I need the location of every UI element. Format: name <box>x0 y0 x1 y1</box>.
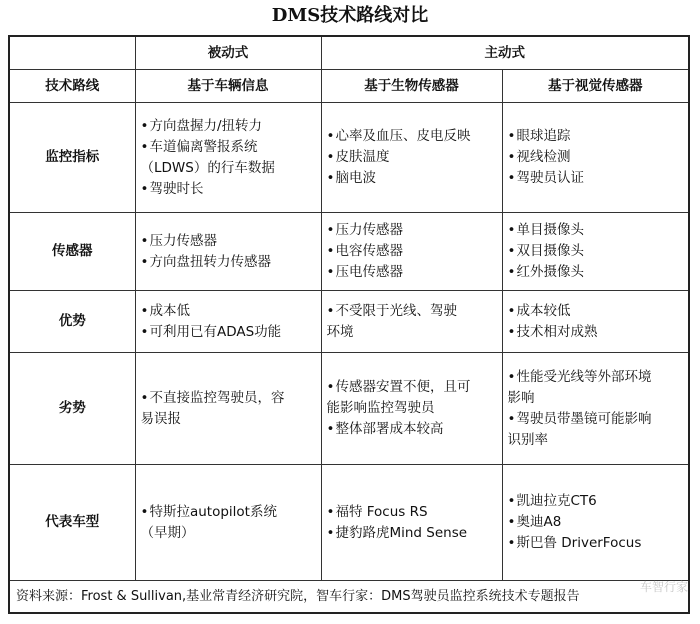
list-item: • 成本较低 <box>508 301 683 322</box>
list-item: • 斯巴鲁 DriverFocus <box>508 533 683 554</box>
cell-vehicle <box>135 291 321 353</box>
list-item: 环境 <box>326 323 354 340</box>
header-passive: 被动式 <box>135 36 321 70</box>
list-item: • 脑电波 <box>327 168 496 189</box>
list-item: • 方向盘扭转力传感器 <box>141 252 315 273</box>
list-item: • 奥迪A8 <box>508 512 683 533</box>
list-item: （早期） <box>140 524 195 541</box>
list-item: • 心率及血压、皮电反映 <box>327 126 496 147</box>
row-label: 传感器 <box>9 213 135 291</box>
cell-bio <box>321 291 502 353</box>
list-item: • 不受限于光线、驾驶 <box>327 301 496 322</box>
list-item: • 成本低 <box>141 301 315 322</box>
list-item: • 技术相对成熟 <box>508 322 683 343</box>
list-item: 识别率 <box>507 431 548 448</box>
header-active: 主动式 <box>321 36 689 70</box>
cell-vision <box>502 213 689 291</box>
list-item: • 视线检测 <box>508 147 683 168</box>
table-body <box>9 103 689 581</box>
table-row <box>9 291 689 353</box>
table-row <box>9 353 689 465</box>
list-item: 能影响监控驾驶员 <box>326 400 435 416</box>
list-item: • 可利用已有ADAS功能 <box>141 322 315 343</box>
list-item: 影响 <box>507 389 535 406</box>
list-item: • 方向盘握力/扭转力 <box>141 116 315 137</box>
header-route: 技术路线 <box>9 70 135 103</box>
list-item: • 压力传感器 <box>141 231 315 252</box>
table-row <box>9 103 689 213</box>
list-item: • 凯迪拉克CT6 <box>508 491 683 512</box>
cell-vision <box>502 291 689 353</box>
cell-vehicle <box>135 353 321 465</box>
header-vision-sensor: 基于视觉传感器 <box>502 70 689 103</box>
source-note: 资料来源：Frost & Sullivan,基业常青经济研究院，智车行家：DMS驾驶员监控系统技术专题报告 <box>9 581 689 614</box>
cell-vision <box>502 465 689 581</box>
cell-vision <box>502 103 689 213</box>
header-vehicle-info: 基于车辆信息 <box>135 70 321 103</box>
cell-vehicle <box>135 213 321 291</box>
list-item: • 性能受光线等外部环境 <box>508 367 683 388</box>
list-item: • 福特 Focus RS <box>327 502 496 523</box>
cell-vision <box>502 353 689 465</box>
row-label: 代表车型 <box>9 465 135 581</box>
dms-comparison-table <box>8 35 690 614</box>
list-item: • 压电传感器 <box>327 262 496 283</box>
list-item: 易误报 <box>140 410 181 427</box>
list-item: • 传感器安置不便，且可 <box>327 377 496 398</box>
list-item: • 驾驶时长 <box>141 179 315 200</box>
cell-vehicle <box>135 465 321 581</box>
list-item: • 压力传感器 <box>327 220 496 241</box>
list-item: （LDWS）的行车数据 <box>140 159 275 176</box>
list-item: • 车道偏离警报系统 <box>141 137 315 158</box>
list-item: • 电容传感器 <box>327 241 496 262</box>
list-item: • 整体部署成本较高 <box>327 419 496 440</box>
cell-bio <box>321 213 502 291</box>
list-item: • 红外摄像头 <box>508 262 683 283</box>
table-row <box>9 213 689 291</box>
header-bio-sensor: 基于生物传感器 <box>321 70 502 103</box>
table-row <box>9 465 689 581</box>
cell-bio <box>321 353 502 465</box>
watermark: 车智行家 <box>639 580 688 594</box>
cell-bio <box>321 103 502 213</box>
list-item: • 眼球追踪 <box>508 126 683 147</box>
list-item: • 驾驶员带墨镜可能影响 <box>508 409 683 430</box>
row-label: 优势 <box>9 291 135 353</box>
list-item: • 单目摄像头 <box>508 220 683 241</box>
list-item: • 特斯拉autopilot系统 <box>141 502 315 523</box>
cell-vehicle <box>135 103 321 213</box>
list-item: • 不直接监控驾驶员，容 <box>141 388 315 409</box>
page-title: DMS技术路线对比 <box>271 5 429 26</box>
list-item: • 皮肤温度 <box>327 147 496 168</box>
list-item: • 驾驶员认证 <box>508 168 683 189</box>
empty-header-cell <box>9 36 135 70</box>
row-label: 劣势 <box>9 353 135 465</box>
list-item: • 双目摄像头 <box>508 241 683 262</box>
row-label: 监控指标 <box>9 103 135 213</box>
cell-bio <box>321 465 502 581</box>
list-item: • 捷豹路虎Mind Sense <box>327 523 496 544</box>
